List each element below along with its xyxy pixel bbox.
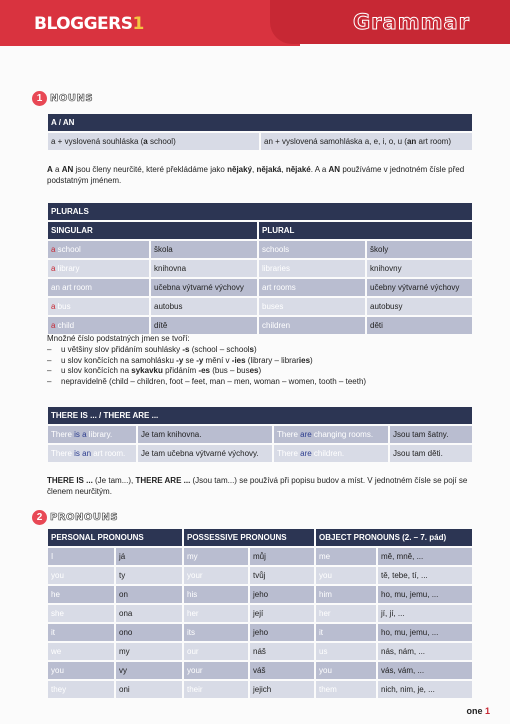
table-row: I já my můj me mě, mně, ...: [48, 548, 472, 565]
table-row: a school škola schools školy: [48, 241, 472, 258]
there-is-explanation: THERE IS ... (Je tam...), THERE ARE ... (Jsou tam...) se používá při popisu budov a míst. V jednotném čísle se pojí se členem neurčitým.: [47, 476, 468, 496]
plural-rules-list: [47, 345, 477, 387]
table-row: a child dítě children děti: [48, 317, 472, 334]
a-an-explanation: A a AN jsou členy neurčité, které překládáme jako nějaký, nějaká, nějaké. A a AN používáme v jednotném čísle před podstatným jménem.: [47, 165, 465, 185]
plurals-table: [46, 201, 474, 336]
a-rule: a + vyslovená souhláska (a school): [48, 133, 259, 150]
section-title-nouns: NOUNS: [50, 93, 94, 104]
a-an-table: [46, 112, 474, 152]
plurals-title: PLURALS: [48, 203, 472, 220]
table-row: he on his jeho him ho, mu, jemu, ...: [48, 586, 472, 603]
table-row: a bus autobus buses autobusy: [48, 298, 472, 315]
section-title-pronouns: PRONOUNS: [50, 512, 119, 523]
list-item: – u většiny slov přidáním souhlásky -s (school – schools): [47, 345, 477, 356]
table-row: we my our náš us nás, nám, ...: [48, 643, 472, 660]
table-row: an art room učebna výtvarné výchovy art rooms učebny výtvarné výchovy: [48, 279, 472, 296]
list-item: – u slov končících na sykavku přidáním -es (bus – buses): [47, 366, 477, 377]
page-number: one 1: [466, 706, 490, 716]
list-item: – u slov končících na samohlásku -y se -y mění v -ies (library – libraries): [47, 356, 477, 367]
header-title: Grammar: [352, 10, 470, 34]
plural-header: PLURAL: [259, 222, 472, 239]
section-number-2: 2: [32, 510, 47, 525]
there-is-title: THERE IS ... / THERE ARE ...: [48, 407, 472, 424]
pronouns-table: [46, 527, 474, 700]
possessive-pronouns-header: POSSESSIVE PRONOUNS: [184, 529, 314, 546]
table-row: they oni their jejich them nich, nim, je, ...: [48, 681, 472, 698]
table-row: it ono its jeho it ho, mu, jemu, ...: [48, 624, 472, 641]
table-row: There is an art room. Je tam učebna výtvarné výchovy. There are children. Jsou tam děti.: [48, 445, 472, 462]
list-item: – nepravidelně (child – children, foot – feet, man – men, woman – women, tooth – teeth): [47, 377, 477, 388]
personal-pronouns-header: PERSONAL PRONOUNS: [48, 529, 182, 546]
table-row: a library knihovna libraries knihovny: [48, 260, 472, 277]
there-is-table: [46, 405, 474, 464]
plural-intro: Množné číslo podstatných jmen se tvoří:: [47, 334, 190, 343]
page-header: [0, 0, 510, 52]
a-an-title: A / AN: [48, 114, 472, 131]
object-pronouns-header: OBJECT PRONOUNS (2. – 7. pád): [316, 529, 472, 546]
table-row: she ona her její her jí, jí, ...: [48, 605, 472, 622]
table-row: you ty your tvůj you tě, tebe, tí, ...: [48, 567, 472, 584]
table-row: There is a library. Je tam knihovna. There are changing rooms. Jsou tam šatny.: [48, 426, 472, 443]
singular-header: SINGULAR: [48, 222, 257, 239]
table-row: you vy your váš you vás, vám, ...: [48, 662, 472, 679]
an-rule: an + vyslovená samohláska a, e, i, o, u (an art room): [261, 133, 472, 150]
bloggers-logo: BLOGGERS1: [34, 14, 144, 34]
section-number-1: 1: [32, 91, 47, 106]
